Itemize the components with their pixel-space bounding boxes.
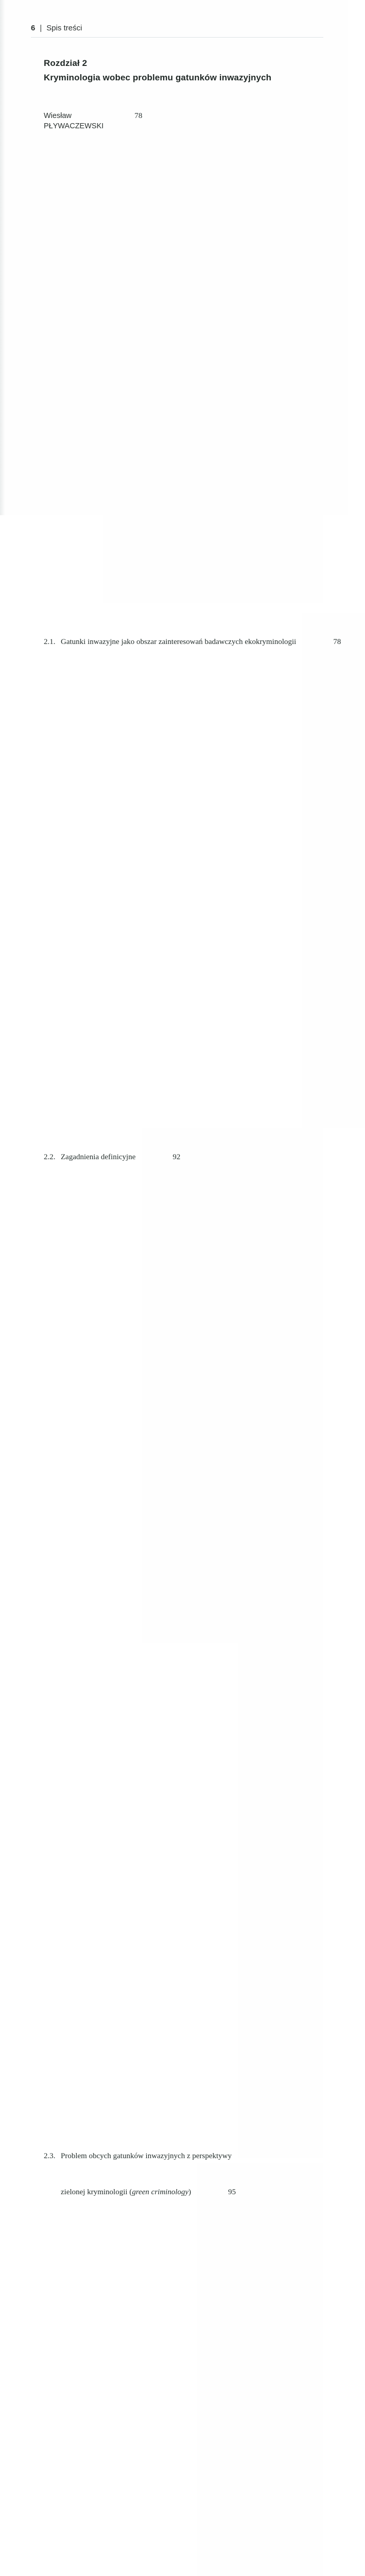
page-title: Spis treści xyxy=(46,24,82,32)
entry-text-run: ) xyxy=(188,2188,192,2196)
entry-page-number: 95 xyxy=(197,2163,323,2576)
entry-text-italic: green criminology xyxy=(132,2188,189,2196)
entry-text: 2.1. Gatunki inwazyjne jako obszar zainteresowań badawczych ekokryminologii xyxy=(44,635,296,649)
scan-left-edge-shadow xyxy=(0,0,5,515)
toc-entry xyxy=(44,1128,323,1643)
entry-line xyxy=(44,1128,323,1643)
entry-text: 2.3. Problem obcych gatunków inwazyjnych z perspektywy xyxy=(44,2149,232,2163)
chapter-title-line: Kryminologia wobec problemu gatunków inwazyjnych xyxy=(44,73,272,82)
chapter-label: Rozdział 2 xyxy=(44,58,88,68)
chapter-author: Wiesław PŁYWACZEWSKI xyxy=(44,112,104,130)
entry-line xyxy=(44,613,341,1128)
entry-list xyxy=(44,613,341,2576)
entry-text xyxy=(44,2185,191,2199)
chapter-list xyxy=(44,56,341,2576)
chapter-author-row xyxy=(44,88,323,603)
page-number: 6 xyxy=(31,24,36,32)
entry-text-run: zielonej kryminologii ( xyxy=(61,2188,132,2196)
chapter-section xyxy=(44,56,341,2576)
entry-text: 2.2. Zagadnienia definicyjne xyxy=(44,1150,135,1164)
entry-number: 2.2. xyxy=(44,1153,56,1161)
chapter-author-page-number: 78 xyxy=(103,88,323,603)
header-separator: | xyxy=(40,24,42,32)
entry-number: 2.3. xyxy=(44,2152,56,2160)
entry-page-number: 92 xyxy=(142,1128,323,1643)
toc-content xyxy=(44,56,341,2576)
entry-page-number xyxy=(238,1643,323,2158)
entry-line xyxy=(44,2163,323,2576)
entry-page-number: 78 xyxy=(302,613,365,1128)
toc-entry xyxy=(44,613,341,1128)
entry-number: 2.1. xyxy=(44,638,56,646)
running-head xyxy=(31,23,323,38)
toc-entry xyxy=(44,1643,323,2576)
entry-line xyxy=(44,1643,323,2163)
